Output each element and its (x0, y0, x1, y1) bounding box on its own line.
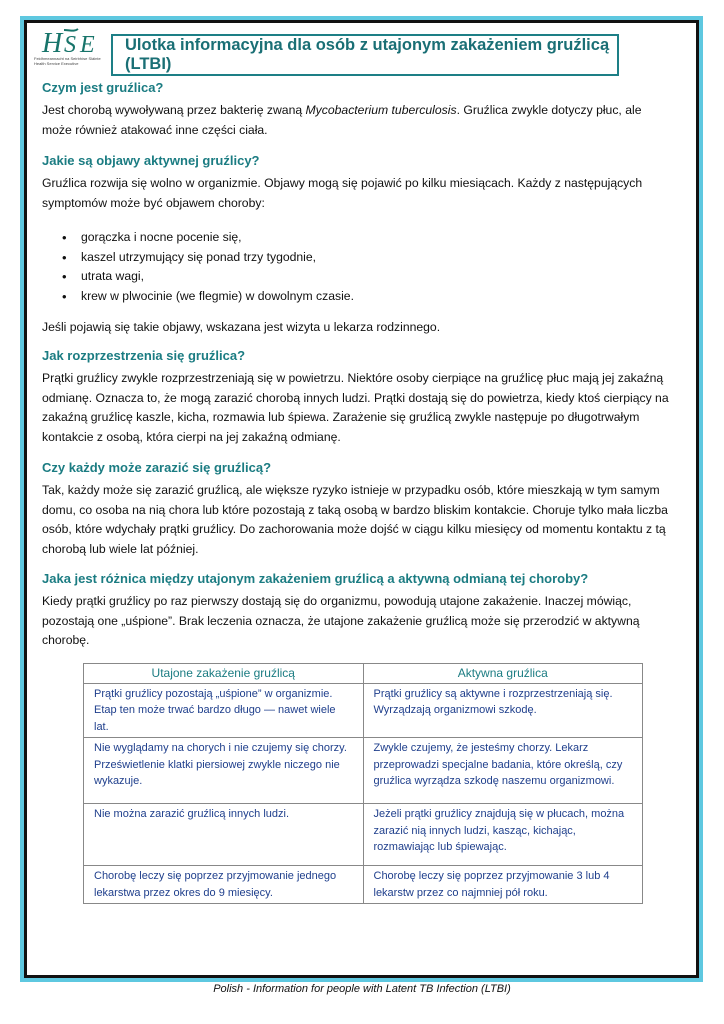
logo-caption: Feidhmeannacht na Seirbhíse Sláinte Health Service Executive (34, 56, 101, 66)
table-header-latent: Utajone zakażenie gruźlicą (84, 664, 364, 684)
table-cell: Prątki gruźlicy pozostają „uśpione” w organizmie. Etap ten może trwać bardzo długo — nawet wiele lat. (84, 683, 364, 738)
hse-logo-icon (34, 26, 106, 58)
table-cell: Chorobę leczy się poprzez przyjmowanie 3 lub 4 lekarstw przez co najmniej pół roku. (363, 866, 643, 904)
table-row (84, 738, 643, 804)
page-footer: Polish - Information for people with Latent TB Infection (LTBI) (213, 983, 511, 995)
section-text: Tak, każdy może się zarazić gruźlicą, ale większe ryzyko istnieje w przypadku osób, które mieszkają w tym samym domu, co osoba na nią chora lub które pozostają z taką osobą w bardzo bliskim kontakcie. Choruje tylko mała liczba osób, które wdychały prątki gruźlicy. Do zachorowania może dojść w ciągu kilku miesięcy od momentu kontaktu z tą chorobą lub wiele lat później. (42, 483, 668, 556)
list-item: • gorączka i nocne pocenie się, (62, 228, 674, 248)
section-text: Kiedy prątki gruźlicy po raz pierwszy dostają się do organizmu, powodują utajone zakażenie. Inaczej mówiąc, pozostają one „uśpione”. Brak leczenia oznacza, że utajone zakażenie gruźlicą może się przerodzić w aktywną chorobę. (42, 594, 640, 647)
section-text: Prątki gruźlicy zwykle rozprzestrzeniają się w powietrzu. Niektóre osoby cierpiące na gruźlicę płuc mają jej zakaźną odmianę. Oznacza to, że mogą zarazić chorobą innych ludzi. Prątki dostają się do powietrza, kiedy ktoś cierpiący na zakaźną gruźlicę kaszle, kicha, rozmawia lub śpiewa. Zarażenie się gruźlicą zwykle następuje po długotrwałym kontakcie z osobą, która cierpi na jej zakaźną odmianę. (42, 371, 669, 444)
section-text: Jeśli pojawią się takie objawy, wskazana jest wizyta u lekarza rodzinnego. (42, 320, 441, 334)
svg-text:S: S (64, 32, 76, 58)
section-text: Jest chorobą wywoływaną przez bakterię zwaną Mycobacterium tuberculosis. Gruźlica zwykle dotyczy płuc, ale może również atakować inne części ciała. (42, 103, 642, 137)
svg-text:E: E (80, 32, 95, 58)
section-heading: Czym jest gruźlica? (42, 80, 164, 95)
table-cell: Prątki gruźlicy są aktywne i rozprzestrzeniają się. Wyrządzają organizmowi szkodę. (363, 683, 643, 738)
section-text: Gruźlica rozwija się wolno w organizmie. Objawy mogą się pojawić po kilku miesiącach. Każdy z następujących symptomów może być objawem choroby: (42, 176, 643, 210)
list-item: • kaszel utrzymujący się ponad trzy tygodnie, (62, 248, 674, 268)
section-what-is-tb (42, 78, 674, 140)
table-row (84, 804, 643, 866)
section-symptoms (42, 151, 674, 338)
table-cell: Nie wyglądamy na chorych i nie czujemy się chorzy. Prześwietlenie klatki piersiowej zwykle niczego nie wykazuje. (84, 738, 364, 804)
section-latent-vs-active (42, 569, 674, 651)
table-cell: Nie można zarazić gruźlicą innych ludzi. (84, 804, 364, 866)
page-title: Ulotka informacyjna dla osób z utajonym zakażeniem gruźlicą (LTBI) (125, 36, 610, 73)
section-heading: Jak rozprzestrzenia się gruźlica? (42, 348, 246, 363)
table-row (84, 683, 643, 738)
table-cell: Chorobę leczy się poprzez przyjmowanie jednego lekarstwa przez okres do 9 miesięcy. (84, 866, 364, 904)
section-heading: Czy każdy może zarazić się gruźlicą? (42, 460, 272, 475)
list-item: • utrata wagi, (62, 267, 674, 287)
table-cell: Jeżeli prątki gruźlicy znajdują się w płucach, można zarazić nią innych ludzi, kasząc, kichając, rozmawiając lub śpiewając. (363, 804, 643, 866)
title-box (111, 34, 619, 76)
table-cell: Zwykle czujemy, że jesteśmy chorzy. Lekarz przeprowadzi specjalne badania, które określą, czy gruźlica wyrządza szkodę naszemu organizmowi. (363, 738, 643, 804)
table-header-row (84, 664, 643, 684)
list-item: • krew w plwocinie (we flegmie) w dowolnym czasie. (62, 287, 674, 307)
table-row (84, 866, 643, 904)
section-heading: Jakie są objawy aktywnej gruźlicy? (42, 153, 260, 168)
symptom-list (42, 228, 674, 306)
table-header-active: Aktywna gruźlica (363, 664, 643, 684)
section-who-can-get (42, 458, 674, 559)
section-heading: Jaka jest różnica między utajonym zakażeniem gruźlicą a aktywną odmianą tej choroby? (42, 571, 589, 586)
svg-text:H: H (42, 28, 63, 58)
comparison-table (83, 663, 643, 904)
section-spread (42, 346, 674, 447)
hse-logo (34, 26, 106, 76)
